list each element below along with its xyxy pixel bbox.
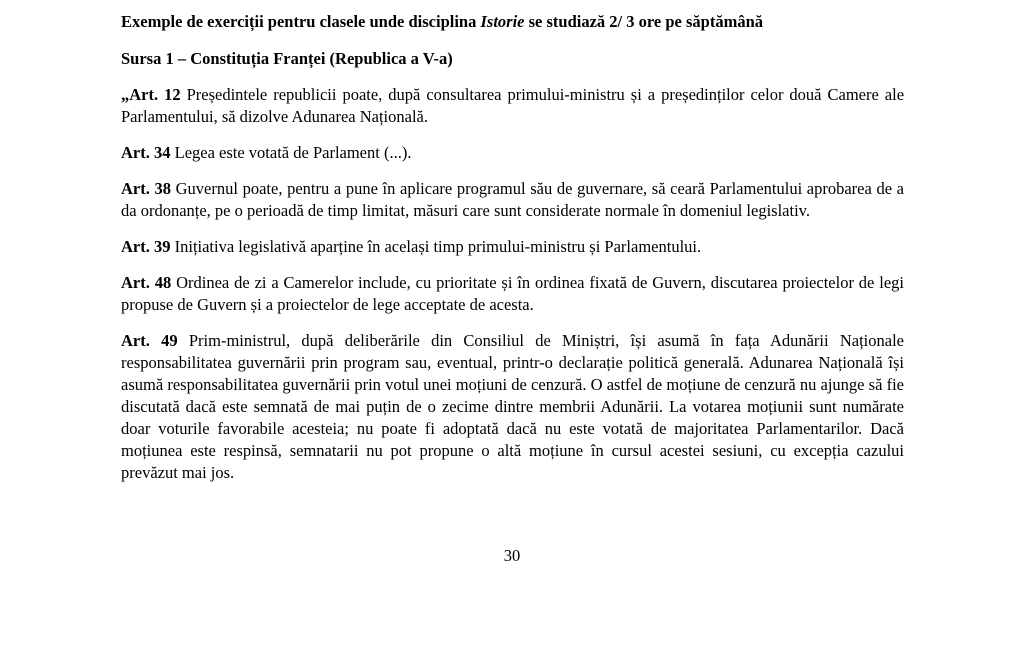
article-text: Legea este votată de Parlament (...). xyxy=(170,143,412,162)
article-open-quote: „ xyxy=(121,85,130,104)
article-label: Art. 38 xyxy=(121,179,171,198)
document-page xyxy=(121,6,904,484)
article-48 xyxy=(121,272,904,316)
heading-prefix: Exemple de exerciții pentru clasele unde disciplina xyxy=(121,12,481,31)
article-text: Ordinea de zi a Camerelor include, cu prioritate și în ordinea fixată de Guvern, discutarea proiectelor de legi propuse de Guvern și a proiectelor de lege acceptate de acesta. xyxy=(121,273,905,314)
page-number: 30 xyxy=(503,546,521,565)
article-text: Guvernul poate, pentru a pune în aplicare programul său de guvernare, să ceară Parlamentului aprobarea de a da ordonanțe, pe o perioadă de timp limitat, măsuri care sunt considerate normale în domeniul legislativ. xyxy=(121,179,904,220)
article-text: Președintele republicii poate, după consultarea primului-ministru și a președinților celor două Camere ale Parlamentului, să dizolve Adunarea Națională. xyxy=(121,85,905,126)
article-label: Art. 34 xyxy=(121,143,171,162)
article-text: Prim-ministrul, după deliberările din Consiliul de Miniștri, își asumă în fața Adunării Naționale responsabilitatea guvernării prin program sau, eventual, printr-o declarație politică generală. Adunarea Națională își asumă responsabilitatea guvernării prin votul unei moțiuni de cenzură. O astfel de moțiune de cenzură nu ajunge să fie discutată dacă este semnată de mai puțin de o zecime dintre membrii Adunării. La votarea moțiunii sunt numărate doar voturile favorabile acesteia; nu poate fi adoptată dacă nu este votată de majoritatea Parlamentarilor. Dacă moțiunea este respinsă, semnatarii nu pot propune o altă moțiune în cursul acestei sesiuni, cu excepția cazului prevăzut mai jos. xyxy=(121,331,904,482)
document-heading xyxy=(121,11,904,33)
source-title: Sursa 1 – Constituția Franței (Republica a V-a) xyxy=(121,49,453,68)
heading-suffix: se studiază 2/ 3 ore pe săptămână xyxy=(524,12,763,31)
article-text: Inițiativa legislativă aparține în același timp primului-ministru și Parlamentului. xyxy=(170,237,702,256)
article-label: Art. 39 xyxy=(121,237,171,256)
heading-subject: Istorie xyxy=(480,12,525,31)
article-label: Art. 12 xyxy=(129,85,181,104)
article-49 xyxy=(121,330,904,484)
article-label: Art. 49 xyxy=(121,331,178,350)
article-12 xyxy=(121,84,904,128)
article-38 xyxy=(121,178,904,222)
article-34 xyxy=(121,142,904,164)
article-label: Art. 48 xyxy=(121,273,172,292)
article-39 xyxy=(121,236,904,258)
